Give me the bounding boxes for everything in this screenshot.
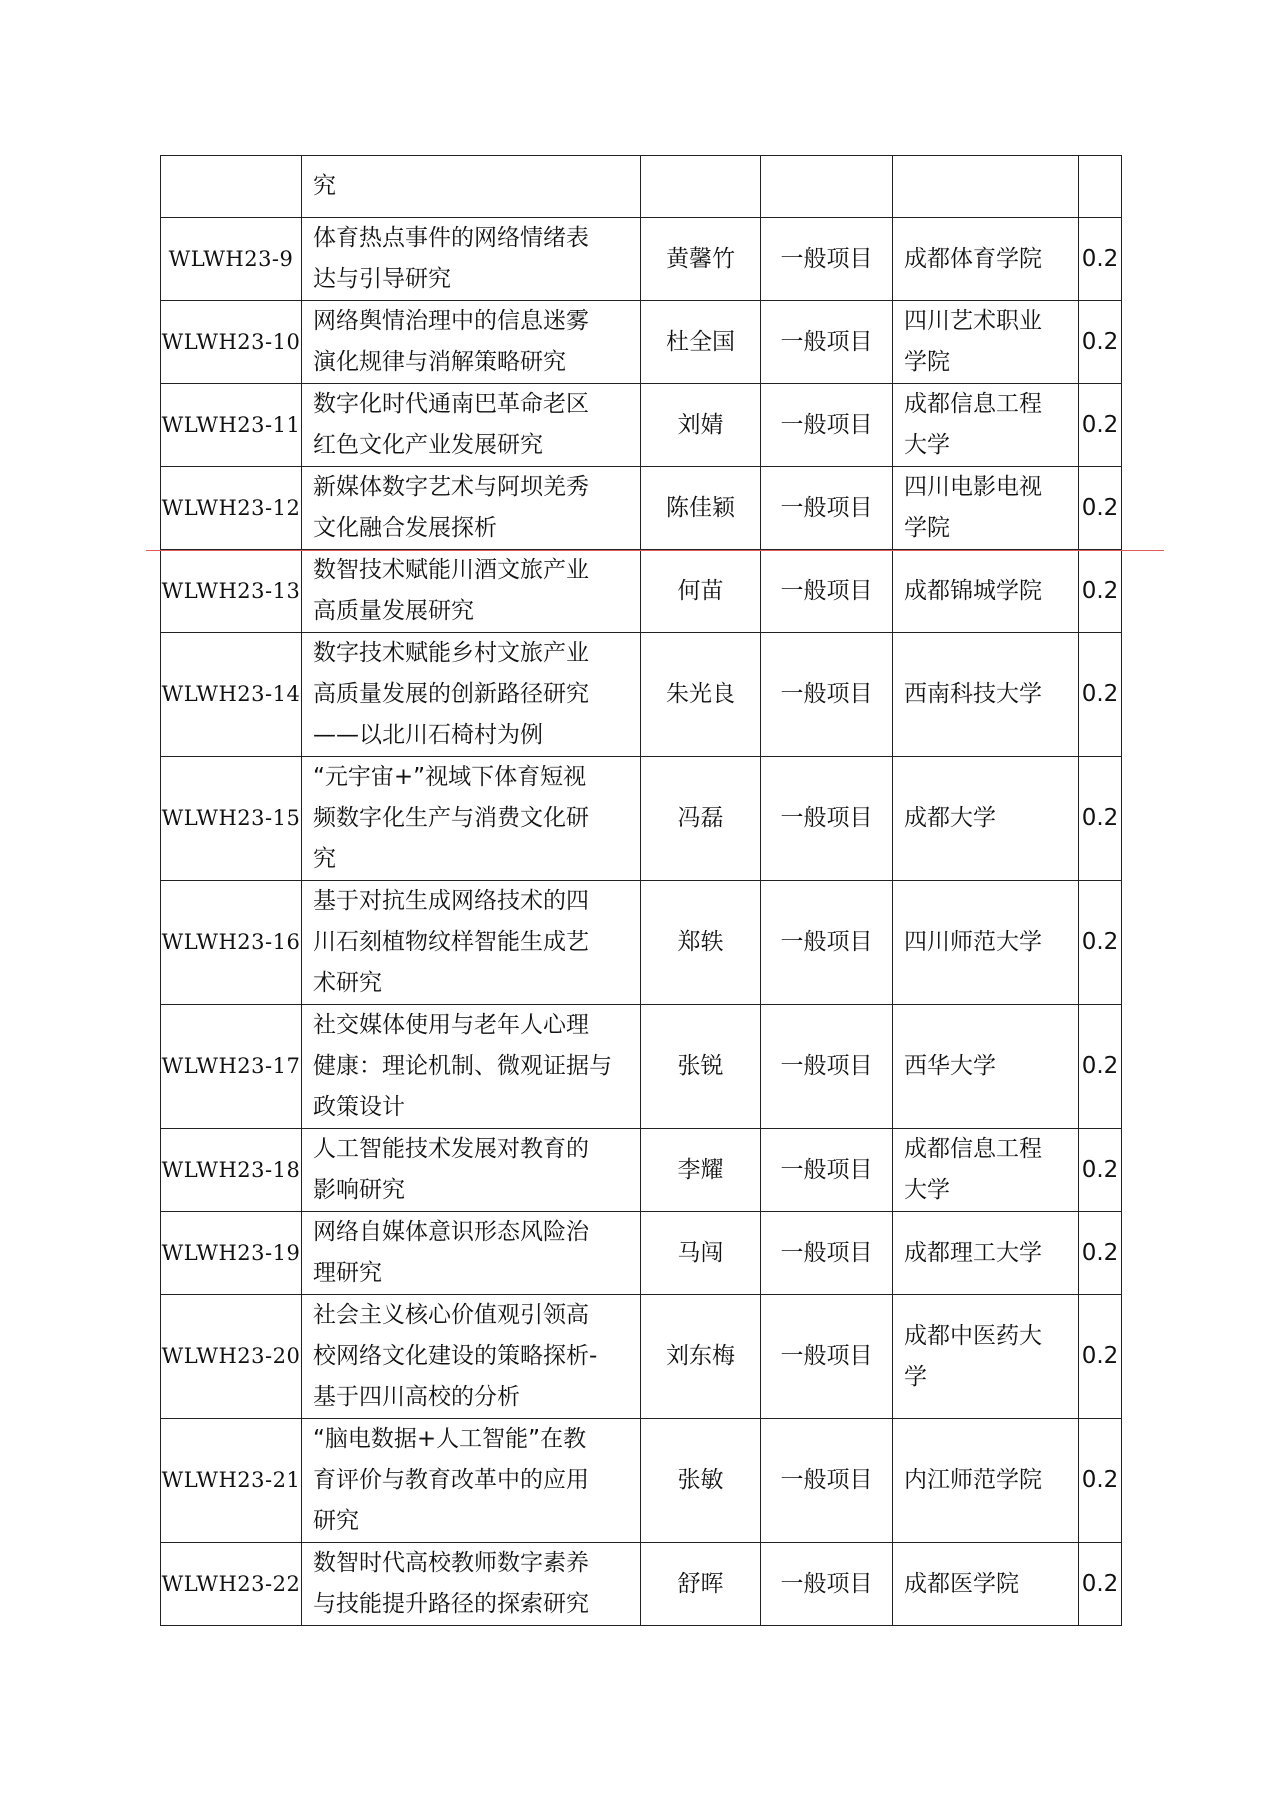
project-code-cell: WLWH23-14 bbox=[161, 633, 302, 757]
table-row bbox=[161, 633, 1122, 757]
project-organization-cell bbox=[893, 1212, 1079, 1295]
project-leader-cell: 刘婧 bbox=[641, 384, 761, 467]
project-title-text: 网络自媒体意识形态风险治 理研究 bbox=[313, 1219, 589, 1286]
project-title-text: 社交媒体使用与老年人心理 健康：理论机制、微观证据与 政策设计 bbox=[313, 1012, 612, 1120]
project-organization-cell bbox=[893, 550, 1079, 633]
project-type-cell: 一般项目 bbox=[761, 550, 893, 633]
project-code-cell: WLWH23-19 bbox=[161, 1212, 302, 1295]
project-type-cell: 一般项目 bbox=[761, 1295, 893, 1419]
project-code-cell: WLWH23-13 bbox=[161, 550, 302, 633]
project-code-cell: WLWH23-20 bbox=[161, 1295, 302, 1419]
project-type-cell: 一般项目 bbox=[761, 301, 893, 384]
project-funding-cell: 0.2 bbox=[1079, 1419, 1122, 1543]
project-title-text: “脑电数据+人工智能”在教 育评价与教育改革中的应用 研究 bbox=[313, 1426, 589, 1534]
project-title-text: 网络舆情治理中的信息迷雾 演化规律与消解策略研究 bbox=[313, 308, 589, 375]
project-title-cell bbox=[302, 218, 641, 301]
project-code-cell: WLWH23-21 bbox=[161, 1419, 302, 1543]
table-row bbox=[161, 156, 1122, 218]
table-row bbox=[161, 467, 1122, 550]
project-funding-cell: 0.2 bbox=[1079, 1295, 1122, 1419]
project-leader-cell: 冯磊 bbox=[641, 757, 761, 881]
project-leader-cell: 朱光良 bbox=[641, 633, 761, 757]
table-row bbox=[161, 1129, 1122, 1212]
table-row bbox=[161, 1419, 1122, 1543]
project-leader-cell: 舒晖 bbox=[641, 1543, 761, 1626]
project-table bbox=[160, 155, 1122, 1626]
project-code-cell bbox=[161, 156, 302, 218]
project-title-text: 社会主义核心价值观引领高 校网络文化建设的策略探析- 基于四川高校的分析 bbox=[313, 1302, 598, 1410]
project-organization-cell bbox=[893, 757, 1079, 881]
project-code-cell: WLWH23-18 bbox=[161, 1129, 302, 1212]
project-title-text: “元宇宙+”视域下体育短视 频数字化生产与消费文化研 究 bbox=[313, 764, 589, 872]
project-funding-cell: 0.2 bbox=[1079, 218, 1122, 301]
project-title-cell bbox=[302, 881, 641, 1005]
project-title-cell bbox=[302, 633, 641, 757]
project-organization-cell bbox=[893, 384, 1079, 467]
project-type-cell: 一般项目 bbox=[761, 881, 893, 1005]
project-funding-cell bbox=[1079, 156, 1122, 218]
project-organization-cell bbox=[893, 1543, 1079, 1626]
project-type-cell: 一般项目 bbox=[761, 467, 893, 550]
project-funding-cell: 0.2 bbox=[1079, 1129, 1122, 1212]
project-organization-text: 成都医学院 bbox=[904, 1570, 1019, 1597]
project-title-cell bbox=[302, 1419, 641, 1543]
project-code-cell: WLWH23-11 bbox=[161, 384, 302, 467]
project-funding-cell: 0.2 bbox=[1079, 550, 1122, 633]
project-type-cell: 一般项目 bbox=[761, 1129, 893, 1212]
project-leader-cell: 马闯 bbox=[641, 1212, 761, 1295]
project-leader-cell bbox=[641, 156, 761, 218]
project-funding-cell: 0.2 bbox=[1079, 301, 1122, 384]
project-type-cell: 一般项目 bbox=[761, 384, 893, 467]
project-organization-text: 成都大学 bbox=[904, 805, 996, 831]
project-title-text: 基于对抗生成网络技术的四 川石刻植物纹样智能生成艺 术研究 bbox=[313, 888, 589, 996]
project-title-text: 数字技术赋能乡村文旅产业 高质量发展的创新路径研究 ——以北川石椅村为例 bbox=[313, 640, 589, 748]
project-funding-cell: 0.2 bbox=[1079, 757, 1122, 881]
project-organization-text: 四川艺术职业 学院 bbox=[904, 308, 1042, 375]
project-organization-cell bbox=[893, 1295, 1079, 1419]
project-funding-cell: 0.2 bbox=[1079, 1005, 1122, 1129]
table-row bbox=[161, 218, 1122, 301]
table-row bbox=[161, 301, 1122, 384]
project-title-cell bbox=[302, 156, 641, 218]
project-title-text: 体育热点事件的网络情绪表 达与引导研究 bbox=[313, 225, 589, 292]
project-leader-cell: 何苗 bbox=[641, 550, 761, 633]
project-code-cell: WLWH23-12 bbox=[161, 467, 302, 550]
table-row bbox=[161, 1543, 1122, 1626]
project-title-cell bbox=[302, 1005, 641, 1129]
project-organization-text: 西华大学 bbox=[904, 1053, 996, 1079]
table-row bbox=[161, 757, 1122, 881]
project-funding-cell: 0.2 bbox=[1079, 384, 1122, 467]
table-row bbox=[161, 1295, 1122, 1419]
project-funding-cell: 0.2 bbox=[1079, 1212, 1122, 1295]
project-type-cell: 一般项目 bbox=[761, 633, 893, 757]
project-funding-cell: 0.2 bbox=[1079, 467, 1122, 550]
project-code-cell: WLWH23-10 bbox=[161, 301, 302, 384]
project-title-cell bbox=[302, 1543, 641, 1626]
project-title-cell bbox=[302, 384, 641, 467]
project-organization-cell bbox=[893, 1419, 1079, 1543]
project-title-text: 数智时代高校教师数字素养 与技能提升路径的探索研究 bbox=[313, 1550, 589, 1617]
project-type-cell bbox=[761, 156, 893, 218]
project-funding-cell: 0.2 bbox=[1079, 633, 1122, 757]
project-funding-cell: 0.2 bbox=[1079, 1543, 1122, 1626]
project-type-cell: 一般项目 bbox=[761, 1543, 893, 1626]
project-organization-text: 四川电影电视 学院 bbox=[904, 474, 1042, 541]
project-code-cell: WLWH23-9 bbox=[161, 218, 302, 301]
project-type-cell: 一般项目 bbox=[761, 1419, 893, 1543]
project-type-cell: 一般项目 bbox=[761, 1005, 893, 1129]
project-title-cell bbox=[302, 757, 641, 881]
project-leader-cell: 刘东梅 bbox=[641, 1295, 761, 1419]
project-title-text: 数字化时代通南巴革命老区 红色文化产业发展研究 bbox=[313, 391, 589, 458]
project-title-text: 数智技术赋能川酒文旅产业 高质量发展研究 bbox=[313, 557, 589, 624]
project-title-cell bbox=[302, 1212, 641, 1295]
project-organization-text: 成都锦城学院 bbox=[904, 577, 1042, 604]
page-divider-line bbox=[146, 550, 1164, 551]
project-leader-cell: 张锐 bbox=[641, 1005, 761, 1129]
project-organization-text: 成都体育学院 bbox=[904, 245, 1042, 272]
project-code-cell: WLWH23-17 bbox=[161, 1005, 302, 1129]
project-leader-cell: 陈佳颖 bbox=[641, 467, 761, 550]
project-code-cell: WLWH23-16 bbox=[161, 881, 302, 1005]
project-code-cell: WLWH23-22 bbox=[161, 1543, 302, 1626]
project-organization-cell bbox=[893, 218, 1079, 301]
project-code-cell: WLWH23-15 bbox=[161, 757, 302, 881]
project-leader-cell: 张敏 bbox=[641, 1419, 761, 1543]
project-organization-cell bbox=[893, 881, 1079, 1005]
table-row bbox=[161, 1212, 1122, 1295]
project-organization-cell bbox=[893, 1129, 1079, 1212]
project-organization-cell bbox=[893, 1005, 1079, 1129]
project-table-body bbox=[161, 156, 1122, 1626]
project-title-text: 究 bbox=[313, 173, 336, 199]
project-title-cell bbox=[302, 550, 641, 633]
project-organization-cell bbox=[893, 156, 1079, 218]
project-title-text: 人工智能技术发展对教育的 影响研究 bbox=[313, 1136, 589, 1203]
project-title-cell bbox=[302, 1295, 641, 1419]
project-organization-text: 成都信息工程 大学 bbox=[904, 391, 1042, 458]
project-organization-text: 西南科技大学 bbox=[904, 681, 1042, 707]
project-organization-cell bbox=[893, 467, 1079, 550]
project-organization-text: 成都理工大学 bbox=[904, 1239, 1042, 1266]
project-organization-text: 四川师范大学 bbox=[904, 929, 1042, 955]
project-organization-cell bbox=[893, 633, 1079, 757]
project-title-text: 新媒体数字艺术与阿坝羌秀 文化融合发展探析 bbox=[313, 474, 589, 541]
project-type-cell: 一般项目 bbox=[761, 218, 893, 301]
table-row bbox=[161, 550, 1122, 633]
project-funding-cell: 0.2 bbox=[1079, 881, 1122, 1005]
project-leader-cell: 郑轶 bbox=[641, 881, 761, 1005]
project-leader-cell: 李耀 bbox=[641, 1129, 761, 1212]
project-title-cell bbox=[302, 301, 641, 384]
project-title-cell bbox=[302, 467, 641, 550]
project-title-cell bbox=[302, 1129, 641, 1212]
table-row bbox=[161, 384, 1122, 467]
project-type-cell: 一般项目 bbox=[761, 757, 893, 881]
project-organization-text: 内江师范学院 bbox=[904, 1467, 1042, 1493]
project-organization-text: 成都信息工程 大学 bbox=[904, 1136, 1042, 1203]
table-row bbox=[161, 881, 1122, 1005]
project-leader-cell: 黄馨竹 bbox=[641, 218, 761, 301]
project-type-cell: 一般项目 bbox=[761, 1212, 893, 1295]
project-organization-cell bbox=[893, 301, 1079, 384]
project-organization-text: 成都中医药大 学 bbox=[904, 1322, 1042, 1390]
table-row bbox=[161, 1005, 1122, 1129]
project-leader-cell: 杜全国 bbox=[641, 301, 761, 384]
